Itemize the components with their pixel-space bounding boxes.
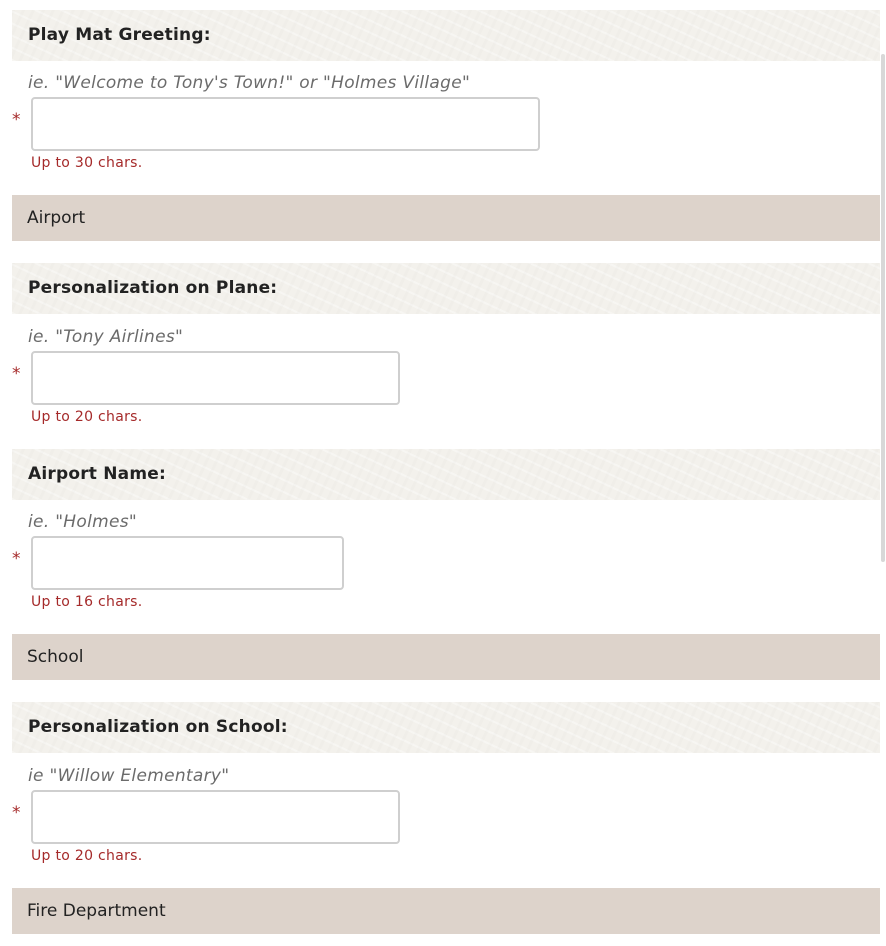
section-header-fire-department [12, 888, 880, 934]
required-asterisk: * [12, 803, 21, 823]
field-hint-play-mat-greeting: ie. "Welcome to Tony's Town!" or "Holmes Village" [28, 73, 471, 93]
field-label-play-mat-greeting: Play Mat Greeting: [28, 25, 211, 45]
field-hint-school-personalization: ie "Willow Elementary" [28, 766, 230, 786]
char-limit-play-mat-greeting: Up to 30 chars. [31, 155, 143, 171]
scrollbar-thumb[interactable] [881, 54, 885, 562]
required-asterisk: * [12, 110, 21, 130]
section-header-school [12, 634, 880, 680]
section-header-airport [12, 195, 880, 241]
char-limit-plane-personalization: Up to 20 chars. [31, 409, 143, 425]
char-limit-school-personalization: Up to 20 chars. [31, 848, 143, 864]
plane-personalization-input[interactable] [31, 351, 400, 405]
section-title-school: School [27, 647, 84, 667]
field-label-plane-personalization: Personalization on Plane: [28, 278, 278, 298]
field-header-plane-personalization [12, 263, 880, 314]
field-header-play-mat-greeting [12, 10, 880, 61]
field-label-school-personalization: Personalization on School: [28, 717, 288, 737]
field-label-airport-name: Airport Name: [28, 464, 166, 484]
vertical-scrollbar[interactable] [880, 0, 886, 946]
char-limit-airport-name: Up to 16 chars. [31, 594, 143, 610]
field-hint-airport-name: ie. "Holmes" [28, 512, 138, 532]
field-header-school-personalization [12, 702, 880, 753]
airport-name-input[interactable] [31, 536, 344, 590]
play-mat-greeting-input[interactable] [31, 97, 540, 151]
field-header-airport-name [12, 449, 880, 500]
field-hint-plane-personalization: ie. "Tony Airlines" [28, 327, 184, 347]
required-asterisk: * [12, 549, 21, 569]
required-asterisk: * [12, 364, 21, 384]
section-title-airport: Airport [27, 208, 86, 228]
section-title-fire-department: Fire Department [27, 901, 166, 921]
school-personalization-input[interactable] [31, 790, 400, 844]
